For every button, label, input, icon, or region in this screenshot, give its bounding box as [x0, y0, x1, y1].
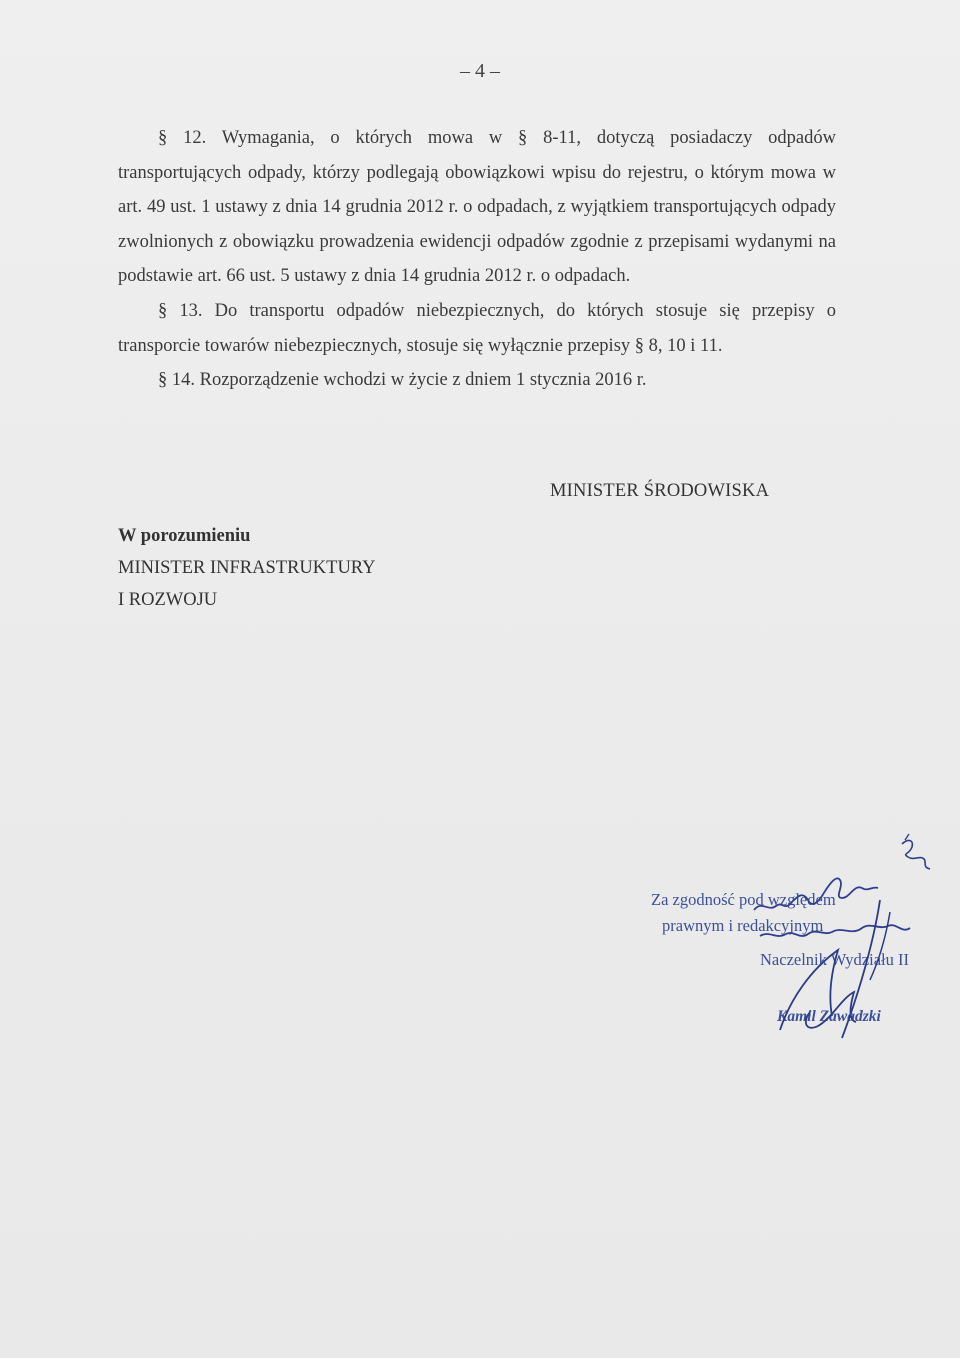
- paragraph-12: § 12. Wymagania, o których mowa w § 8-11, dotyczą posiadaczy odpadów transportujących odpady, którzy podlegają obowiązkowi wpisu do rejestru, o którym mowa w art. 49 ust. 1 ustawy z dnia 14 grudnia 2012 r. o odpadach, z wyjątkiem transportujących odpady zwolnionych z obowiązku prowadzenia ewidencji odpadów zgodnie z przepisami wydanymi na podstawie art. 66 ust. 5 ustawy z dnia 14 grudnia 2012 r. o odpadach.: [118, 128, 836, 287]
- stamp-line1: Za zgodność pod względem: [651, 890, 836, 909]
- stamp-name: Kamil Zawadzki: [777, 1008, 881, 1025]
- consulting-minister-line2: I ROZWOJU: [118, 590, 218, 610]
- certification-stamp: [640, 890, 940, 1050]
- paragraph-14: § 14. Rozporządzenie wchodzi w życie z dniem 1 stycznia 2016 r.: [158, 370, 647, 391]
- consulting-minister-line1: MINISTER INFRASTRUKTURY: [118, 558, 376, 578]
- page-number: – 4 –: [460, 60, 500, 82]
- stamp-line3: Naczelnik Wydziału II: [760, 950, 909, 969]
- consultation-label: W porozumieniu: [118, 526, 251, 546]
- consultation-block: [118, 520, 375, 616]
- minister-signatory: MINISTER ŚRODOWISKA: [550, 481, 770, 501]
- paragraph-13: § 13. Do transportu odpadów niebezpiecznych, do których stosuje się przepisy o transporcie towarów niebezpiecznych, stosuje się wyłącznie przepisy § 8, 10 i 11.: [118, 300, 836, 356]
- stamp-line2: prawnym i redakcyjnym: [662, 916, 824, 935]
- regulation-body: [118, 121, 836, 398]
